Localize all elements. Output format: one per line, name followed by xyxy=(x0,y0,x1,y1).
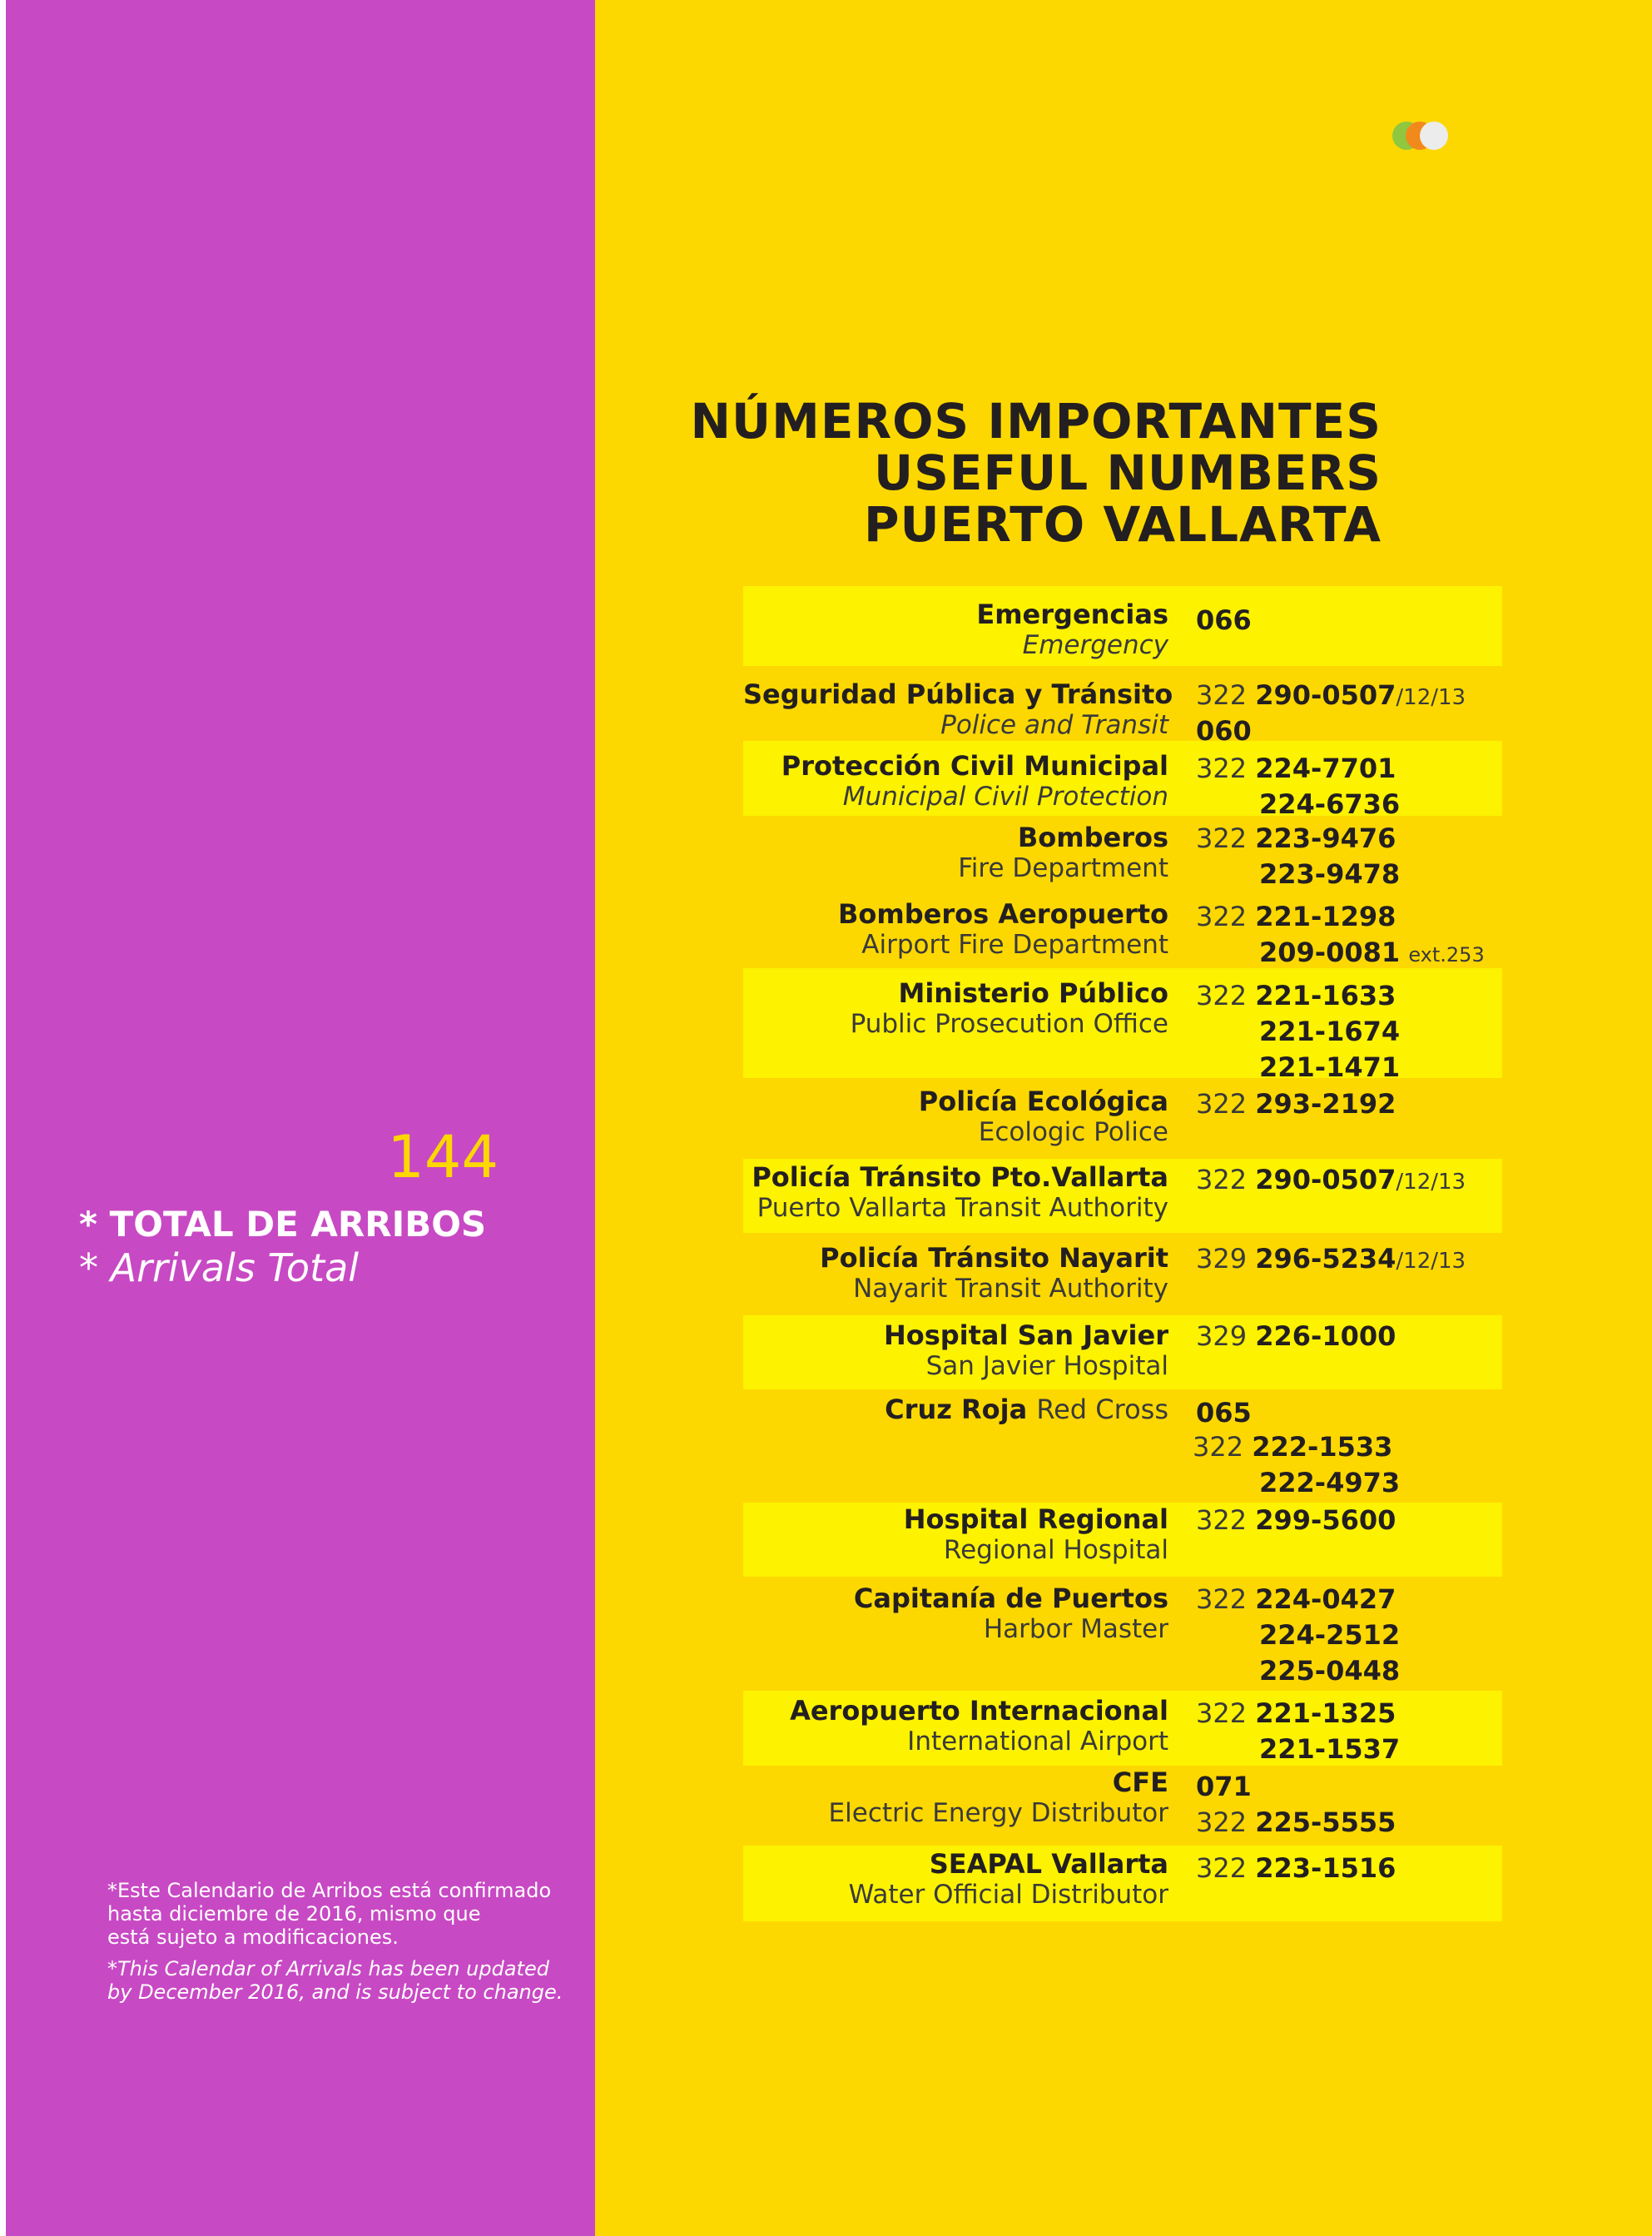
list-item xyxy=(743,1078,1502,1159)
entry-name: Cruz Roja Red Cross xyxy=(885,1394,1168,1425)
list-item xyxy=(743,816,1502,891)
entry-name-es: Capitanía de Puertos xyxy=(853,1583,1168,1614)
phone-number: 221-1674 xyxy=(1259,1016,1401,1047)
list-item xyxy=(743,1315,1502,1389)
list-item xyxy=(743,741,1502,816)
entry-name-es: Protección Civil Municipal xyxy=(781,750,1168,782)
entry-name-es: SEAPAL Vallarta xyxy=(929,1848,1168,1880)
entry-name-en: San Javier Hospital xyxy=(925,1351,1168,1381)
list-item xyxy=(743,1159,1502,1233)
footnote-en: *This Calendar of Arrivals has been updated by December 2016, and is subject to change. xyxy=(107,1957,563,2004)
phone-number: 221-1537 xyxy=(1259,1733,1401,1765)
brand-dots-icon xyxy=(1392,122,1451,152)
entry-name-es: Emergencias xyxy=(976,599,1168,630)
phone-number: 322 223-9476 xyxy=(1196,822,1397,854)
entry-name-en: Emergency xyxy=(1022,630,1168,660)
total-arrivals-label-en: * Arrivals Total xyxy=(79,1245,360,1290)
phone-number: 222-4973 xyxy=(1259,1467,1401,1498)
entry-name-es: Hospital Regional xyxy=(903,1503,1168,1535)
phone-number: 065 xyxy=(1196,1397,1252,1429)
list-item xyxy=(743,586,1502,666)
phone-number: 225-0448 xyxy=(1259,1655,1401,1687)
list-item xyxy=(743,1691,1502,1766)
entry-name-en: Fire Department xyxy=(958,853,1168,883)
entry-name-es: Hospital San Javier xyxy=(883,1319,1168,1351)
footnote-es: *Este Calendario de Arribos está confirmado hasta diciembre de 2016, mismo que está sujeto a modificaciones. xyxy=(107,1879,552,1949)
entry-name-en: International Airport xyxy=(907,1727,1168,1757)
total-arrivals-number: 144 xyxy=(387,1123,499,1191)
entry-name-en: Airport Fire Department xyxy=(861,930,1168,960)
entry-name-es: CFE xyxy=(1112,1766,1168,1798)
list-item xyxy=(743,1577,1502,1691)
phone-number: 221-1471 xyxy=(1259,1051,1401,1078)
phone-number: 322 290-0507/12/13 xyxy=(1196,1164,1466,1195)
phone-number: 322 225-5555 xyxy=(1196,1806,1397,1838)
list-item xyxy=(743,1503,1502,1577)
useful-numbers-list xyxy=(743,586,1502,1921)
entry-name-en: Public Prosecution Office xyxy=(850,1009,1168,1039)
phone-number: 223-9478 xyxy=(1259,858,1401,890)
list-item xyxy=(743,891,1502,968)
phone-number: 224-6736 xyxy=(1259,788,1401,816)
phone-number: 322 221-1633 xyxy=(1196,980,1397,1011)
list-item xyxy=(743,1233,1502,1315)
white-dot-icon xyxy=(1420,122,1448,150)
total-arrivals-label-es: * TOTAL DE ARRIBOS xyxy=(79,1204,487,1245)
phone-number: 322 299-5600 xyxy=(1196,1504,1397,1536)
phone-number: 071 xyxy=(1196,1771,1252,1802)
entry-name-es: Policía Tránsito Pto.Vallarta xyxy=(752,1161,1168,1193)
title-line-es: NÚMEROS IMPORTANTES xyxy=(690,393,1382,450)
phone-number: 209-0081 ext.253 xyxy=(1259,937,1485,968)
phone-number: 322 221-1298 xyxy=(1196,901,1397,932)
list-item xyxy=(743,666,1502,741)
phone-number: 329 296-5234/12/13 xyxy=(1196,1243,1466,1275)
entry-name-es: Bomberos xyxy=(1017,822,1168,853)
list-item xyxy=(743,968,1502,1078)
entry-name-en: Harbor Master xyxy=(983,1614,1168,1644)
phone-number: 066 xyxy=(1196,604,1252,636)
entry-name-es: Aeropuerto Internacional xyxy=(790,1695,1168,1727)
phone-number: 322 224-0427 xyxy=(1196,1583,1397,1615)
phone-number: 329 226-1000 xyxy=(1196,1320,1397,1352)
entry-name-es: Policía Tránsito Nayarit xyxy=(820,1242,1168,1274)
page-title xyxy=(690,393,1382,553)
phone-number: 322 222-1533 xyxy=(1193,1431,1393,1463)
list-item xyxy=(743,1846,1502,1921)
entry-name-en: Electric Energy Distributor xyxy=(828,1798,1168,1828)
phone-number: 322 293-2192 xyxy=(1196,1088,1397,1120)
entry-name-es: Bomberos Aeropuerto xyxy=(838,898,1168,930)
phone-number: 322 221-1325 xyxy=(1196,1697,1397,1729)
list-item xyxy=(743,1389,1502,1503)
phone-number: 322 224-7701 xyxy=(1196,753,1397,784)
entry-name-es: Ministerio Público xyxy=(898,977,1168,1009)
phone-number: 060 xyxy=(1196,715,1252,741)
entry-name-en: Regional Hospital xyxy=(943,1535,1168,1565)
entry-name-en: Water Official Distributor xyxy=(848,1880,1168,1910)
entry-name-en: Municipal Civil Protection xyxy=(842,782,1168,812)
phone-number: 322 223-1516 xyxy=(1196,1852,1397,1884)
phone-number: 322 290-0507/12/13 xyxy=(1196,679,1466,711)
entry-name-es: Policía Ecológica xyxy=(918,1086,1168,1117)
entry-name-en: Nayarit Transit Authority xyxy=(853,1274,1168,1304)
title-line-city: PUERTO VALLARTA xyxy=(864,496,1382,553)
entry-name-en: Police and Transit xyxy=(940,710,1168,740)
entry-name-es: Seguridad Pública y Tránsito xyxy=(743,678,1173,710)
list-item xyxy=(743,1766,1502,1846)
phone-number: 224-2512 xyxy=(1259,1619,1401,1651)
entry-name-en: Ecologic Police xyxy=(978,1117,1168,1147)
title-line-en: USEFUL NUMBERS xyxy=(874,445,1382,501)
entry-name-en: Puerto Vallarta Transit Authority xyxy=(757,1193,1168,1223)
